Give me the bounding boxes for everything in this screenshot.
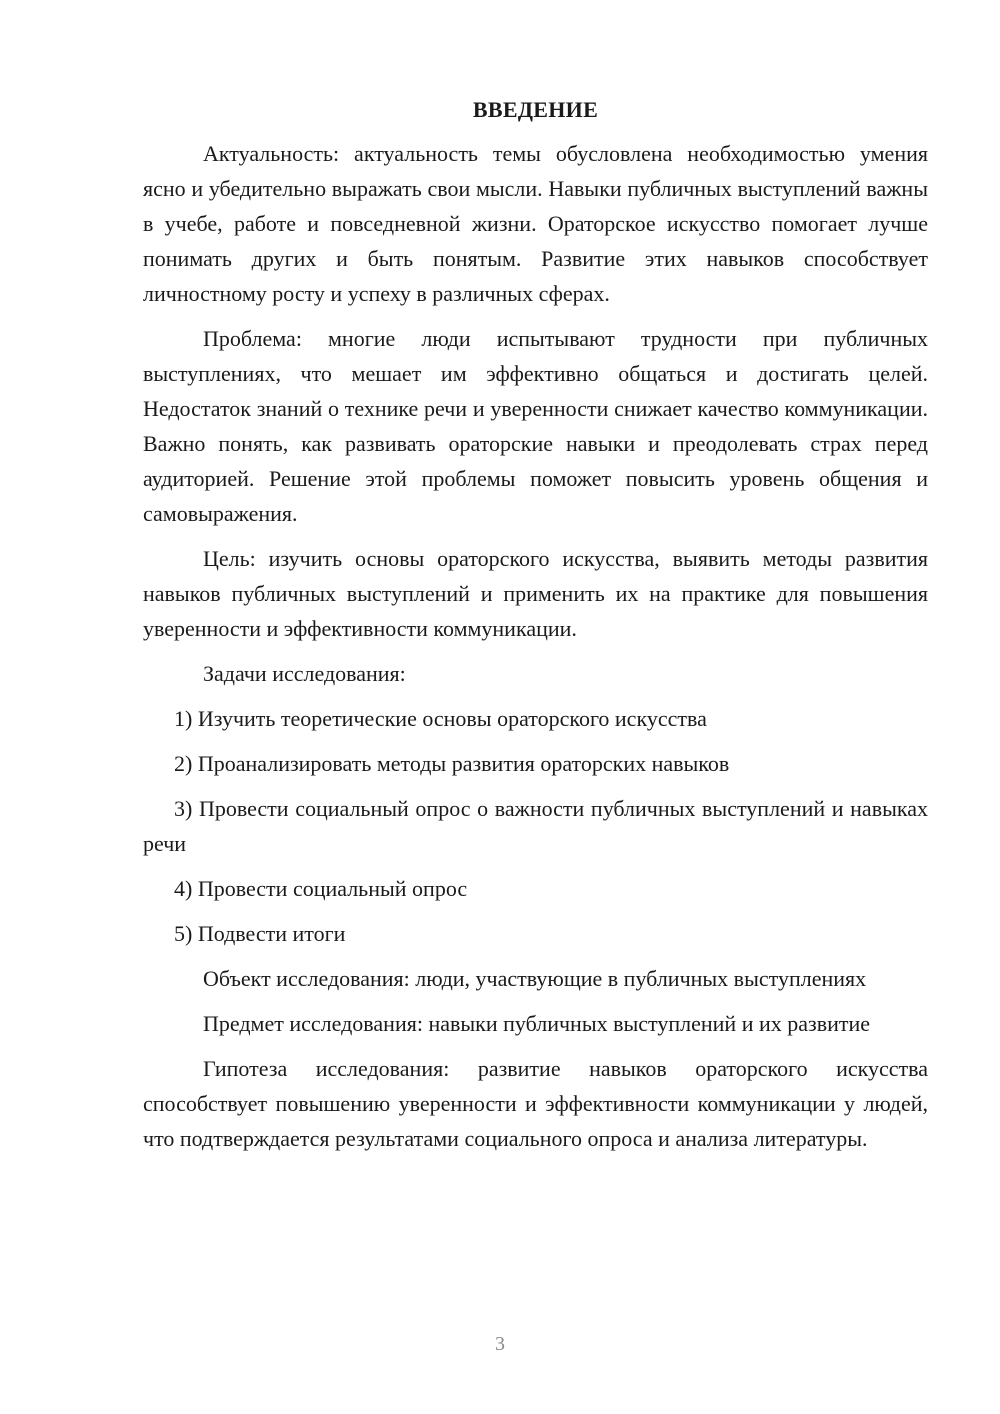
problem-paragraph: Проблема: многие люди испытывают трудности при публичных выступлениях, что мешает им эффективно общаться и достигать целей. Недостаток знаний о технике речи и уверенности снижает качество коммуникации. Важно понять, как развивать ораторские навыки и преодолевать страх перед аудиторией. Решение этой проблемы поможет повысить уровень общения и самовыражения. [143, 326, 928, 526]
document-page [143, 92, 928, 1166]
task-item: 5) Подвести итоги [174, 921, 346, 946]
goal-paragraph: Цель: изучить основы ораторского искусства, выявить методы развития навыков публичных выступлений и применить их на практике для повышения уверенности и эффективности коммуникации. [143, 546, 928, 641]
object-paragraph: Объект исследования: люди, участвующие в публичных выступлениях [203, 966, 867, 991]
section-heading: ВВЕДЕНИЕ [472, 97, 599, 122]
subject-paragraph: Предмет исследования: навыки публичных выступлений и их развитие [203, 1011, 871, 1036]
hypothesis-paragraph: Гипотеза исследования: развитие навыков ораторского искусства способствует повышению уверенности и эффективности коммуникации у людей, что подтверждается результатами социального опроса и анализа литературы. [143, 1056, 928, 1151]
page-number: 3 [495, 1333, 505, 1355]
tasks-title: Задачи исследования: [203, 661, 406, 686]
relevance-paragraph: Актуальность: актуальность темы обусловлена необходимостью умения ясно и убедительно выражать свои мысли. Навыки публичных выступлений важны в учебе, работе и повседневной жизни. Ораторское искусство помогает лучше понимать других и быть понятым. Развитие этих навыков способствует личностному росту и успеху в различных сферах. [143, 141, 928, 306]
task-item: 2) Проанализировать методы развития ораторских навыков [174, 751, 730, 776]
task-item: 4) Провести социальный опрос [174, 876, 468, 901]
task-item: 1) Изучить теоретические основы ораторского искусства [174, 706, 707, 731]
task-item: 3) Провести социальный опрос о важности публичных выступлений и навыках речи [143, 796, 928, 856]
